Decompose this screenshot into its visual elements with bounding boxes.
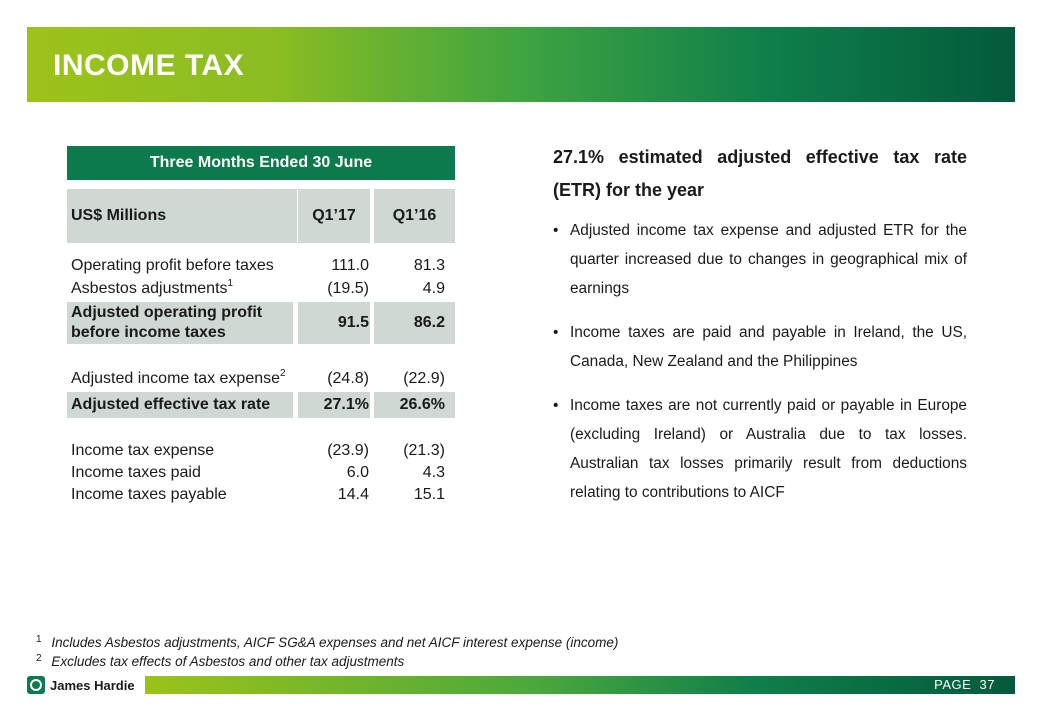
- row-value-q116: 26.6%: [399, 396, 445, 413]
- row-value-q116: (21.3): [403, 442, 445, 459]
- bullet-text: Income taxes are paid and payable in Ireland, the US, Canada, New Zealand and the Philippines: [570, 324, 967, 370]
- footnote-number: 1: [36, 634, 42, 645]
- row-value-q116: 15.1: [413, 486, 445, 503]
- period-header: Three Months Ended 30 June: [67, 146, 455, 180]
- bullet-text: Income taxes are not currently paid or payable in Europe (excluding Ireland) or Australia due to tax losses. Australian tax losses primarily result from deductions relating to contributions to AICF: [570, 397, 967, 501]
- row-value-q116: 4.9: [422, 280, 445, 297]
- table-row: [67, 255, 457, 277]
- row-value-q117: 14.4: [337, 486, 369, 503]
- row-value-q116: 4.3: [422, 464, 445, 481]
- table-row: [67, 462, 457, 484]
- footer-bar: [145, 676, 1015, 694]
- page-title: INCOME TAX: [53, 49, 245, 82]
- footnote-ref: 2: [280, 368, 286, 379]
- footnote-text: Excludes tax effects of Asbestos and other tax adjustments: [51, 654, 405, 669]
- logo-text: James Hardie: [50, 677, 135, 693]
- footnote: [36, 634, 618, 650]
- row-label-line2: before income taxes: [71, 324, 226, 341]
- table-row: [67, 302, 457, 344]
- row-value-q116: 86.2: [413, 314, 445, 331]
- row-value-q116: (22.9): [403, 370, 445, 387]
- commentary: [553, 141, 967, 522]
- footnote-text: Includes Asbestos adjustments, AICF SG&A expenses and net AICF interest expense (income): [51, 635, 619, 650]
- title-band: [27, 27, 1015, 102]
- row-label: Adjusted effective tax rate: [71, 396, 271, 413]
- table-row: [67, 394, 457, 416]
- logo-mark-icon: [27, 676, 45, 694]
- table-row: [67, 368, 457, 390]
- headline-line2: (ETR) for the year: [553, 180, 705, 200]
- row-label: Income tax expense: [71, 442, 215, 459]
- bullet-item: [553, 318, 967, 376]
- footnote-number: 2: [36, 653, 42, 664]
- row-value-q117: 6.0: [346, 464, 369, 481]
- footnote-ref: 1: [227, 278, 234, 289]
- row-value-q117: 111.0: [331, 257, 369, 274]
- row-label: Income taxes payable: [71, 486, 227, 503]
- row-label: Income taxes paid: [71, 464, 201, 481]
- bullet-item: [553, 391, 967, 507]
- row-value-q117: (19.5): [327, 280, 369, 297]
- headline-line1: 27.1% estimated adjusted effective tax rate: [553, 147, 967, 167]
- page-number: PAGE 37: [934, 677, 995, 692]
- bullet-marker: •: [553, 397, 559, 414]
- table-row: [67, 278, 457, 300]
- row-label: Operating profit before taxes: [71, 257, 274, 274]
- bullet-marker: •: [553, 324, 559, 341]
- row-value-q117: 27.1%: [323, 396, 369, 413]
- row-value-q116: 81.3: [413, 257, 445, 274]
- row-value-q117: 91.5: [337, 314, 369, 331]
- table-row: [67, 484, 457, 506]
- company-logo: [27, 675, 135, 695]
- bullet-text: Adjusted income tax expense and adjusted ETR for the quarter increased due to changes in geographical mix of earnings: [570, 222, 967, 297]
- bullet-item: [553, 216, 967, 303]
- col-header-q117: Q1’17: [298, 189, 370, 243]
- row-label: Asbestos adjustments: [71, 280, 228, 297]
- footnote: [36, 653, 404, 669]
- col-header-label: US$ Millions: [67, 189, 297, 243]
- row-value-q117: (23.9): [327, 442, 369, 459]
- row-label: Adjusted income tax expense: [71, 370, 281, 387]
- row-value-q117: (24.8): [327, 370, 369, 387]
- table-row: [67, 440, 457, 462]
- row-label-line1: Adjusted operating profit: [71, 304, 263, 321]
- bullet-marker: •: [553, 222, 559, 239]
- col-header-q116: Q1’16: [374, 189, 455, 243]
